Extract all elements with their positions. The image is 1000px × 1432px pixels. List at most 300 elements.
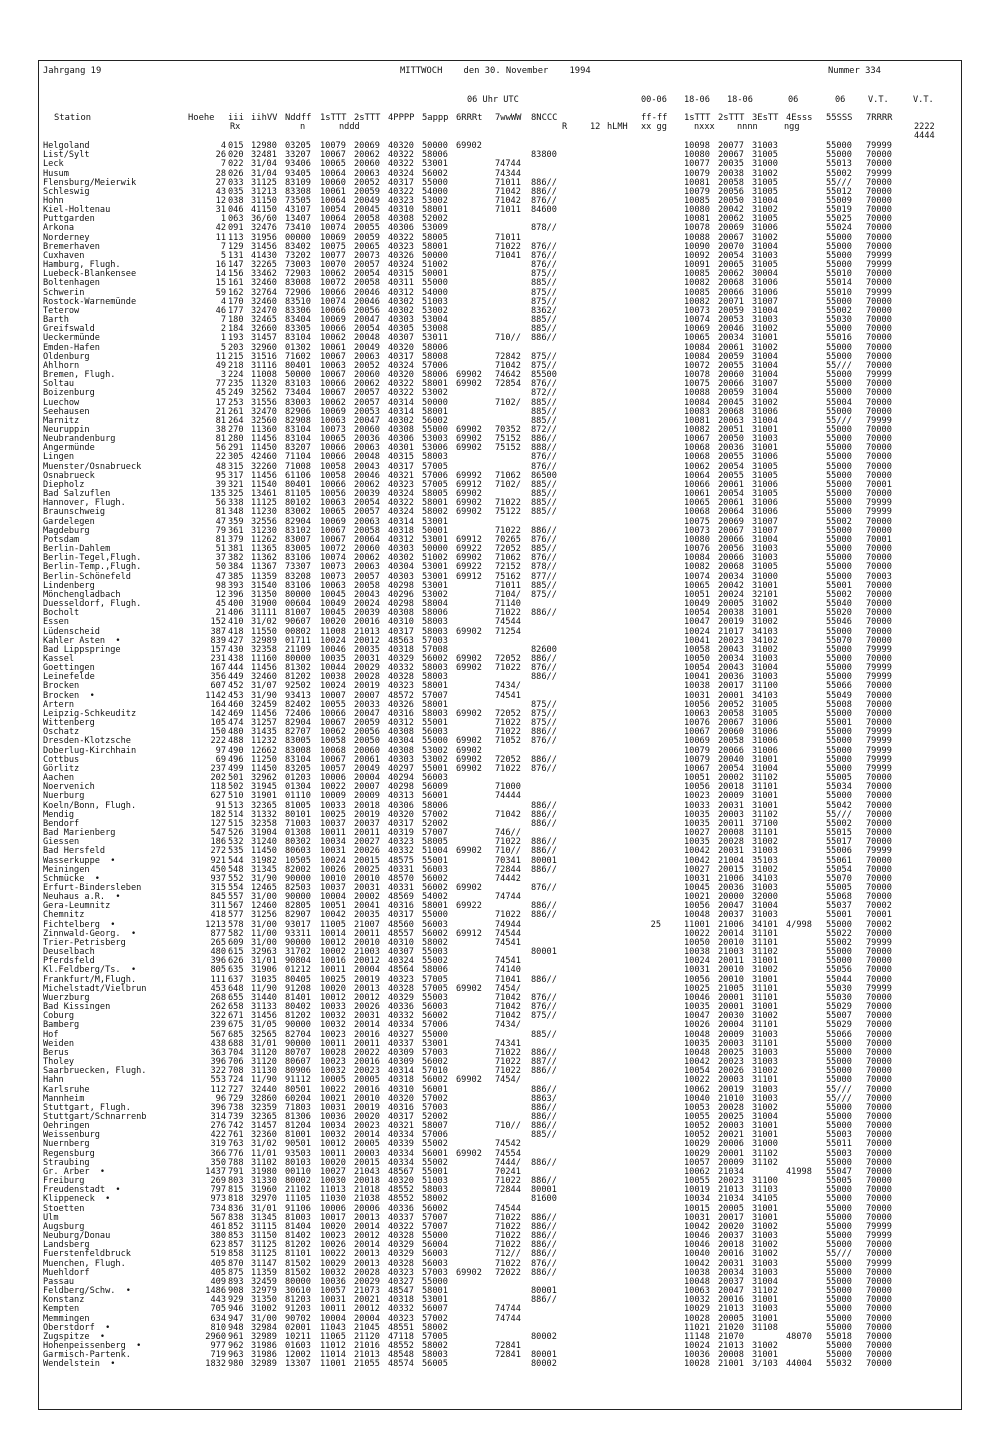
cell-hoehe: 396 <box>210 956 226 967</box>
cell-t1: 10073 <box>320 562 346 573</box>
cell-e: 35103 <box>752 855 778 866</box>
cell-t1: 10066 <box>320 708 346 719</box>
cell-iii: 548 <box>228 864 244 875</box>
group-vt-1: V.T. <box>868 95 889 105</box>
cell-station: Boizenburg <box>43 388 95 399</box>
cell-ww: 71041 <box>495 974 521 985</box>
cell-e: 31006 <box>752 727 778 738</box>
cell-e: 31103 <box>752 1185 778 1196</box>
cell-a: 58001 <box>422 205 448 216</box>
cell-ww: 74944 <box>495 919 521 930</box>
cell-r7: 70000 <box>866 690 892 701</box>
cell-r7: 70000 <box>866 425 892 435</box>
cell-t2: 20062 <box>354 379 380 390</box>
cell-r7: 79999 <box>866 260 892 271</box>
cell-hoehe: 705 <box>210 1304 226 1315</box>
cell-t4: 20008 <box>718 828 744 838</box>
cell-p: 40320 <box>388 370 414 380</box>
cell-p: 40310 <box>388 1084 414 1095</box>
cell-p: 40320 <box>388 342 414 353</box>
col-header-e: 3EsTT <box>752 113 779 123</box>
cell-t1: 10025 <box>320 809 346 820</box>
cell-p: 40323 <box>388 196 414 206</box>
cell-t1: 10032 <box>320 1267 346 1278</box>
cell-station: Duesseldorf, Flugh. <box>43 599 142 609</box>
cell-e: 31002 <box>752 1341 778 1351</box>
cell-station: Cottbus <box>43 754 80 765</box>
cell-iii: 215 <box>228 351 244 362</box>
cell-t4: 21010 <box>718 1093 744 1104</box>
cell-p: 40324 <box>388 260 414 271</box>
cell-n: 877// <box>531 571 557 582</box>
cell-station: Hamburg, Flugh. <box>43 260 121 271</box>
cell-s: 55000 <box>826 571 852 582</box>
cell-iii: 577 <box>228 910 244 921</box>
cell-r7: 70000 <box>866 1176 892 1187</box>
cell-a: 58005 <box>422 489 448 500</box>
cell-p: 40314 <box>388 406 414 417</box>
cell-r7: 70000 <box>866 599 892 609</box>
cell-s: 55000 <box>826 324 852 335</box>
cell-iii: 418 <box>228 626 244 637</box>
cell-iihvv: 12980 <box>251 141 277 151</box>
cell-p: 40310 <box>388 205 414 216</box>
cell-t4: 20003 <box>718 809 744 820</box>
cell-r7: 70000 <box>866 1066 892 1077</box>
cell-iii: 532 <box>228 837 244 848</box>
cell-iihvv: 32970 <box>251 1194 277 1205</box>
cell-r7: 70000 <box>866 791 892 802</box>
cell-nddff: 13307 <box>285 1359 311 1370</box>
cell-t2: 21007 <box>354 919 380 930</box>
cell-p: 40318 <box>388 1295 414 1306</box>
cell-n: 876// <box>531 763 557 774</box>
cell-a: 58001 <box>422 1286 448 1296</box>
cell-e: 31102 <box>752 947 778 958</box>
cell-a: 56003 <box>422 1258 448 1269</box>
cell-t3: 10041 <box>684 635 710 646</box>
cell-p: 40317 <box>388 461 414 472</box>
cell-iii: 761 <box>228 1130 244 1141</box>
cell-s: 55000 <box>826 507 852 518</box>
cell-t3: 10083 <box>684 406 710 417</box>
cell-a: 57003 <box>422 1102 448 1113</box>
cell-t3: 10029 <box>684 1148 710 1159</box>
cell-a: 58006 <box>422 965 448 976</box>
cell-s: 55056 <box>826 965 852 976</box>
cell-iii: 818 <box>228 1194 244 1205</box>
cell-iihvv: 31150 <box>251 196 277 206</box>
cell-iihvv: 12460 <box>251 901 277 912</box>
cell-station: Oldenburg <box>43 351 90 362</box>
cell-s: 55000 <box>826 553 852 564</box>
cell-t3: 10079 <box>684 168 710 179</box>
cell-r7: 70000 <box>866 617 892 628</box>
cell-r7: 70000 <box>866 351 892 362</box>
cell-iii: 381 <box>228 544 244 554</box>
cell-station: Hof <box>43 1029 59 1040</box>
cell-e: 31001 <box>752 791 778 802</box>
cell-station: Chemnitz <box>43 910 85 921</box>
cell-t3: 10015 <box>684 1203 710 1214</box>
cell-t4: 21020 <box>718 1322 744 1333</box>
cell-p: 40332 <box>388 1304 414 1315</box>
cell-t4: 20016 <box>718 1249 744 1260</box>
cell-t2: 20039 <box>354 489 380 500</box>
cell-iihvv: 32470 <box>251 406 277 417</box>
cell-iii: 385 <box>228 571 244 582</box>
cell-t3: 10090 <box>684 241 710 252</box>
cell-e: 31006 <box>752 479 778 490</box>
cell-r7: 79999 <box>866 736 892 747</box>
cell-t3: 10024 <box>684 1341 710 1351</box>
cell-a: 55000 <box>422 910 448 921</box>
cell-ww: 7434/ <box>495 681 521 692</box>
cell-s: 55000 <box>826 296 852 307</box>
cell-p: 40334 <box>388 1130 414 1141</box>
cell-hoehe: 16 <box>215 260 226 271</box>
cell-e: 31002 <box>752 644 778 655</box>
cell-nddff: 71003 <box>285 818 311 829</box>
cell-t4: 20030 <box>718 1011 744 1022</box>
cell-t4: 20014 <box>718 928 744 939</box>
cell-t2: 20019 <box>354 809 380 820</box>
cell-p: 40302 <box>388 553 414 564</box>
cell-t1: 10032 <box>320 1066 346 1077</box>
cell-station: Tholey <box>43 1057 75 1067</box>
cell-iii: 348 <box>228 507 244 518</box>
cell-nddff: 90607 <box>285 617 311 628</box>
cell-nddff: 83007 <box>285 534 311 545</box>
cell-t4: 20066 <box>718 553 744 564</box>
cell-s: 55061 <box>826 855 852 866</box>
cell-a: 58001 <box>422 681 448 692</box>
cell-iii: 803 <box>228 1176 244 1187</box>
cell-t1: 10012 <box>320 937 346 948</box>
cell-iii: 675 <box>228 1020 244 1031</box>
cell-p: 40322 <box>388 388 414 399</box>
cell-t1: 10009 <box>320 791 346 802</box>
cell-station: Braunschweig <box>43 507 106 518</box>
cell-a: 54000 <box>422 287 448 298</box>
cell-hoehe: 921 <box>210 855 226 866</box>
cell-t1: 10062 <box>320 269 346 280</box>
cell-t3: 10035 <box>684 809 710 820</box>
cell-station: Neuhaus a.R. • <box>43 892 121 903</box>
cell-t1: 10055 <box>320 699 346 710</box>
cell-nddff: 83402 <box>285 241 311 252</box>
cell-nddff: 90000 <box>285 1020 311 1031</box>
cell-r7: 70000 <box>866 214 892 225</box>
cell-hoehe: 11 <box>215 351 226 362</box>
cell-station: Soltau <box>43 379 75 390</box>
cell-ww: 75162 <box>495 571 521 582</box>
cell-e: 31102 <box>752 1157 778 1168</box>
cell-t3: 10040 <box>684 1249 710 1260</box>
cell-station: Oschatz <box>43 727 80 738</box>
cell-p: 40317 <box>388 910 414 921</box>
cell-t2: 20055 <box>354 223 380 234</box>
cell-iihvv: 11450 <box>251 443 277 454</box>
cell-rr: 69912 <box>456 479 482 490</box>
cell-iihvv: 31/04 <box>251 159 277 170</box>
cell-e: 31101 <box>752 1075 778 1086</box>
cell-s: 55000 <box>826 388 852 399</box>
cell-e: 31006 <box>752 406 778 417</box>
cell-ww: 74744 <box>495 159 521 170</box>
cell-t4: 20034 <box>718 333 744 344</box>
cell-a: 58001 <box>422 379 448 390</box>
cell-t4: 20023 <box>718 1057 744 1067</box>
cell-t3: 10082 <box>684 562 710 573</box>
cell-iii: 393 <box>228 580 244 591</box>
cell-ww: 74744 <box>495 1313 521 1324</box>
cell-a: 56002 <box>422 1057 448 1067</box>
cell-iihvv: 31130 <box>251 1066 277 1077</box>
cell-ww: 71140 <box>495 599 521 609</box>
cell-e: 31004 <box>752 360 778 371</box>
cell-station: Berlin-Dahlem <box>43 544 111 554</box>
cell-n: 886// <box>531 1102 557 1113</box>
cell-t3: 10022 <box>684 928 710 939</box>
cell-n: 886// <box>531 1212 557 1223</box>
cell-r7: 70000 <box>866 1304 892 1315</box>
cell-hoehe: 4 <box>220 296 226 307</box>
cell-e: 31003 <box>752 1267 778 1278</box>
cell-a: 55001 <box>422 763 448 774</box>
cell-s: 55017 <box>826 837 852 848</box>
cell-t1: 10012 <box>320 1139 346 1150</box>
cell-n: 876// <box>531 260 557 271</box>
cell-t1: 11013 <box>320 1185 346 1196</box>
cell-r7: 70000 <box>866 315 892 325</box>
cell-ww: 710// <box>495 1121 521 1132</box>
cell-iihvv: 31133 <box>251 1002 277 1012</box>
cell-r7: 70000 <box>866 965 892 976</box>
cell-iihvv: 11262 <box>251 534 277 545</box>
cell-p: 40336 <box>388 1203 414 1214</box>
cell-t4: 21003 <box>718 947 744 958</box>
cell-t4: 20028 <box>718 837 744 848</box>
cell-t3: 10041 <box>684 672 710 683</box>
cell-n: 876// <box>531 452 557 463</box>
cell-t3: 10031 <box>684 965 710 976</box>
cell-nddff: 82002 <box>285 864 311 875</box>
cell-ww: 72854 <box>495 379 521 390</box>
cell-r7: 70000 <box>866 1185 892 1196</box>
cell-e: 34105 <box>752 1194 778 1205</box>
cell-t4: 20053 <box>718 315 744 325</box>
cell-nddff: 03205 <box>285 141 311 151</box>
cell-nddff: 00604 <box>285 599 311 609</box>
cell-iii: 946 <box>228 1304 244 1315</box>
cell-station: Straubing <box>43 1157 90 1168</box>
cell-p: 40321 <box>388 1121 414 1132</box>
cell-nddff: 83106 <box>285 553 311 564</box>
cell-p: 40322 <box>388 379 414 390</box>
cell-t1: 10063 <box>320 415 346 426</box>
cell-s: 55016 <box>826 333 852 344</box>
cell-iihvv: 31002 <box>251 1304 277 1315</box>
group-vt-2: V.T. <box>913 95 934 105</box>
cell-t1: 10022 <box>320 1249 346 1260</box>
cell-ww: 71042 <box>495 1002 521 1012</box>
cell-iii: 815 <box>228 1185 244 1196</box>
cell-iihvv: 31213 <box>251 186 277 197</box>
cell-station: Emden-Hafen <box>43 342 100 353</box>
cell-station: Frankfurt/M,Flugh. <box>43 974 137 985</box>
cell-s: 55000 <box>826 1057 852 1067</box>
cell-s: 55000 <box>826 370 852 380</box>
cell-s: 55014 <box>826 278 852 289</box>
cell-p: 40324 <box>388 360 414 371</box>
cell-hoehe: 311 <box>210 901 226 912</box>
cell-e: 31003 <box>752 1084 778 1095</box>
cell-hoehe: 845 <box>210 892 226 903</box>
cell-t1: 10079 <box>320 141 346 151</box>
cell-iihvv: 31150 <box>251 1231 277 1241</box>
cell-t1: 11030 <box>320 1194 346 1205</box>
cell-iii: 742 <box>228 1121 244 1132</box>
cell-iihvv: 31/00 <box>251 1313 277 1324</box>
cell-t2: 20018 <box>354 1176 380 1187</box>
cell-nddff: 81101 <box>285 1249 311 1260</box>
cell-t4: 20009 <box>718 1157 744 1168</box>
cell-ww: 710// <box>495 846 521 857</box>
cell-r7: 70000 <box>866 1139 892 1150</box>
cell-p: 40323 <box>388 1313 414 1324</box>
cell-s: 55000 <box>826 654 852 664</box>
cell-t3: 10038 <box>684 1267 710 1278</box>
cell-s: 55049 <box>826 690 852 701</box>
cell-p: 40332 <box>388 1011 414 1022</box>
cell-r7: 70000 <box>866 1057 892 1067</box>
cell-r7: 79999 <box>866 415 892 426</box>
cell-station: Trier-Petrisberg <box>43 937 126 948</box>
cell-n: 876// <box>531 379 557 390</box>
cell-t1: 10066 <box>320 379 346 390</box>
cell-s: 55000 <box>826 406 852 417</box>
cell-iihvv: 32459 <box>251 699 277 710</box>
cell-n: 80002 <box>531 1359 557 1370</box>
cell-t3: 10074 <box>684 315 710 325</box>
cell-t2: 20043 <box>354 589 380 600</box>
col-header-p: 4PPPP <box>388 113 415 123</box>
cell-n: 886// <box>531 754 557 765</box>
cell-r7: 70000 <box>866 205 892 216</box>
cell-r7: 70000 <box>866 699 892 710</box>
cell-r7: 70000 <box>866 1038 892 1049</box>
cell-t2: 20014 <box>354 1130 380 1141</box>
cell-p: 48563 <box>388 635 414 646</box>
cell-s: 55007 <box>826 1011 852 1022</box>
cell-r7: 70000 <box>866 1130 892 1141</box>
cell-s: 55003 <box>826 1130 852 1141</box>
cell-iihvv: 31/01 <box>251 956 277 967</box>
col-header-iii: iii <box>228 113 244 123</box>
cell-s: 55000 <box>826 1240 852 1251</box>
cell-n: 875// <box>531 287 557 298</box>
cell-station: Potsdam <box>43 534 80 545</box>
cell-station: Garmisch-Partenk. <box>43 1350 131 1361</box>
cell-n: 886// <box>531 910 557 921</box>
cell-n: 878// <box>531 223 557 234</box>
cell-r7: 70000 <box>866 580 892 591</box>
cell-t1: 10058 <box>320 461 346 472</box>
cell-t1: 10022 <box>320 782 346 793</box>
cell-ww: 7434/ <box>495 1020 521 1031</box>
cell-iii: 948 <box>228 1322 244 1333</box>
cell-a: 51003 <box>422 296 448 307</box>
cell-t3: 10074 <box>684 571 710 582</box>
cell-n: 885// <box>531 397 557 408</box>
cell-a: 57005 <box>422 461 448 472</box>
cell-n: 886// <box>531 1267 557 1278</box>
cell-t1: 10030 <box>320 1176 346 1187</box>
cell-iii: 147 <box>228 260 244 271</box>
cell-iihvv: 31332 <box>251 809 277 820</box>
cell-s: 55000 <box>826 562 852 573</box>
cell-hoehe: 164 <box>210 699 226 710</box>
cell-hoehe: 81 <box>215 534 226 545</box>
cell-t1: 10006 <box>320 773 346 783</box>
cell-p: 40329 <box>388 1249 414 1260</box>
cell-n: 885// <box>531 1029 557 1040</box>
cell-ww: 71022 <box>495 1258 521 1269</box>
cell-a: 55000 <box>422 278 448 289</box>
cell-s: 55000 <box>826 919 852 930</box>
cell-e: 31101 <box>752 937 778 948</box>
cell-t2: 20060 <box>354 745 380 756</box>
cell-station: Brocken <box>43 681 80 692</box>
cell-r7: 70000 <box>866 1093 892 1104</box>
cell-r7: 70000 <box>866 1295 892 1306</box>
cell-t1: 10061 <box>320 186 346 197</box>
cell-nddff: 82908 <box>285 415 311 426</box>
cell-t2: 20024 <box>354 599 380 609</box>
cell-n: 886// <box>531 525 557 536</box>
cell-t2: 20010 <box>354 1093 380 1104</box>
cell-hoehe: 21 <box>215 608 226 619</box>
cell-hoehe: 350 <box>210 1157 226 1168</box>
cell-hoehe: 363 <box>210 1047 226 1058</box>
cell-r7: 70000 <box>866 443 892 454</box>
cell-hoehe: 81 <box>215 434 226 445</box>
cell-ww: 71022 <box>495 1231 521 1241</box>
cell-t2: 20031 <box>354 1011 380 1022</box>
cell-a: 56003 <box>422 1249 448 1260</box>
cell-iii: 688 <box>228 1038 244 1049</box>
cell-a: 58006 <box>422 342 448 353</box>
cell-station: Deuselbach <box>43 947 95 958</box>
group-period-1: 00-06 <box>641 95 667 105</box>
cell-a: 57002 <box>422 809 448 820</box>
cell-r7: 79999 <box>866 644 892 655</box>
cell-nddff: 81204 <box>285 1121 311 1132</box>
cell-nddff: 80402 <box>285 1002 311 1012</box>
cell-s: 55019 <box>826 205 852 216</box>
cell-rr: 69902 <box>456 846 482 857</box>
cell-hoehe: 623 <box>210 1240 226 1251</box>
cell-a: 56002 <box>422 168 448 179</box>
cell-iihvv: 31147 <box>251 1258 277 1269</box>
cell-p: 40326 <box>388 250 414 261</box>
cell-nddff: 83005 <box>285 736 311 747</box>
cell-station: Neubrandenburg <box>43 434 116 445</box>
cell-a: 55001 <box>422 1166 448 1177</box>
cell-ww: 71022 <box>495 910 521 921</box>
cell-e: 3/103 <box>752 1359 778 1370</box>
